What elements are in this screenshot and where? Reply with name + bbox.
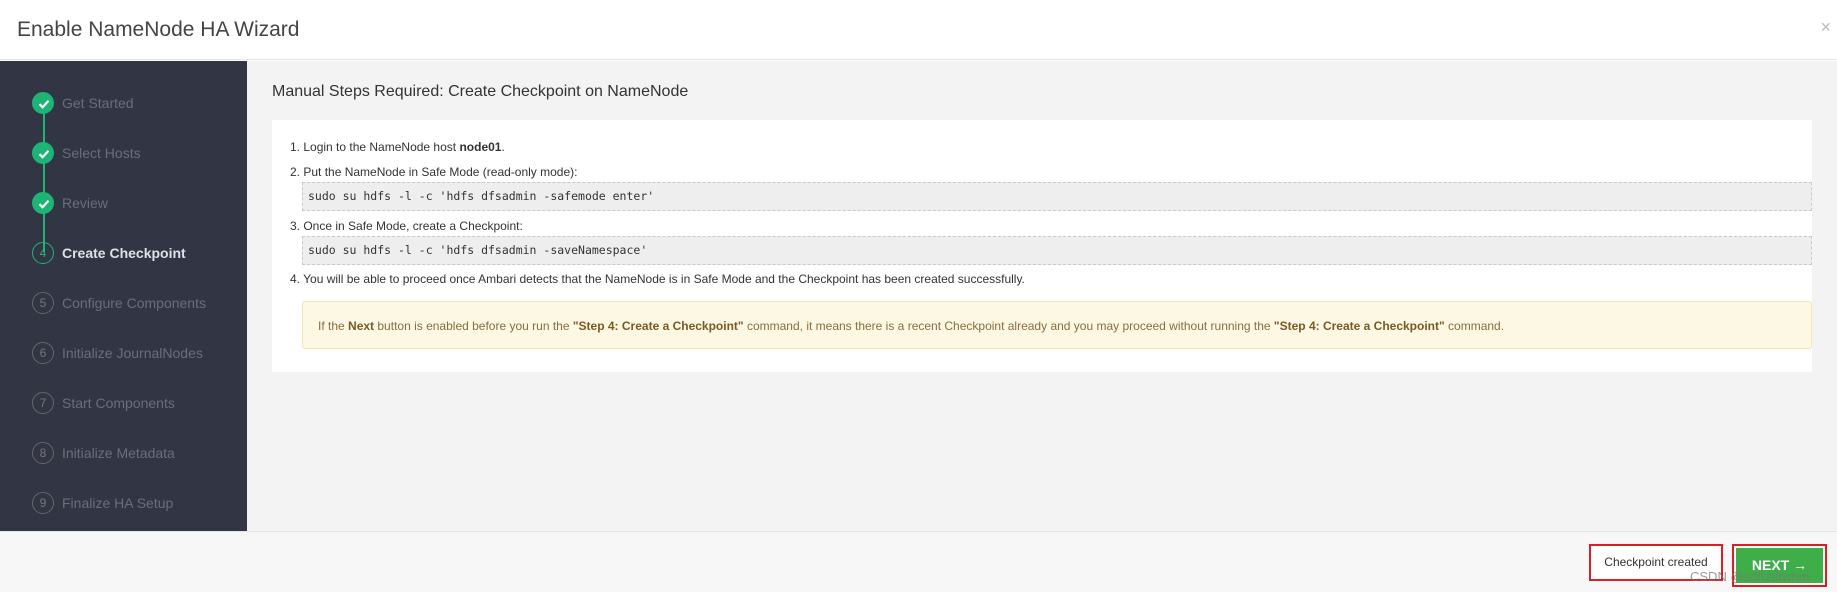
step-number-badge: 5 [32,292,54,314]
wizard-step-get-started [0,89,247,119]
wizard-step-label: Start Components [62,395,175,411]
instruction-text: 1. Login to the NameNode host [290,140,460,154]
instruction-step-1 [290,140,505,154]
wizard-step-start-components [0,389,247,419]
wizard-step-select-hosts [0,139,247,169]
wizard-step-label: Configure Components [62,295,206,311]
alert-text: button is enabled before you run the [374,319,573,333]
wizard-step-label: Create Checkpoint [62,245,186,261]
modal-footer [0,531,1837,592]
wizard-step-finalize-ha-setup [0,489,247,519]
modal-header [0,0,1837,60]
next-button[interactable]: NEXT → [1736,548,1823,583]
wizard-content [247,61,1837,531]
close-icon[interactable]: × [1820,17,1831,37]
instruction-step-3: 3. Once in Safe Mode, create a Checkpoint: [290,219,523,233]
wizard-step-label: Finalize HA Setup [62,495,174,511]
wizard-step-label: Initialize Metadata [62,445,175,461]
instruction-step-2: 2. Put the NameNode in Safe Mode (read-only mode): [290,165,578,179]
wizard-steps-sidebar [0,61,247,531]
watermark: CSDN @sdhzdtwhm [1690,569,1810,584]
wizard-step-review [0,189,247,219]
wizard-step-initialize-journalnodes [0,339,247,369]
step-number-badge: 7 [32,392,54,414]
step-number-badge: 8 [32,442,54,464]
alert-next-word: Next [348,319,375,333]
wizard-step-label: Review [62,195,108,211]
check-icon [32,192,54,214]
wizard-step-initialize-metadata [0,439,247,469]
instructions-panel [272,120,1812,372]
alert-text: command, it means there is a recent Checkpoint already and you may proceed without running the [743,319,1274,333]
wizard-step-configure-components [0,289,247,319]
wizard-step-label: Select Hosts [62,145,141,161]
warning-alert [302,301,1812,349]
instruction-text: . [501,140,505,154]
alert-text: If the [318,319,349,333]
step-connector [43,105,45,241]
step-number-badge: 6 [32,342,54,364]
alert-command-name: "Step 4: Create a Checkpoint" [572,319,744,333]
check-icon [32,142,54,164]
wizard-step-label: Initialize JournalNodes [62,345,203,361]
safemode-command[interactable]: sudo su hdfs -l -c 'hdfs dfsadmin -safemode enter' [302,182,1812,211]
check-icon [32,92,54,114]
modal-title: Enable NameNode HA Wizard [17,18,300,41]
instruction-step-4: 4. You will be able to proceed once Ambari detects that the NameNode is in Safe Mode and the Checkpoint has been created successfully. [290,272,1025,286]
wizard-step-create-checkpoint [0,239,247,269]
step-number-badge: 9 [32,492,54,514]
alert-command-name: "Step 4: Create a Checkpoint" [1273,319,1445,333]
step-number-badge: 4 [32,242,54,264]
alert-text: command. [1444,319,1505,333]
host-name: node01 [459,140,502,154]
page-title: Manual Steps Required: Create Checkpoint on NameNode [272,83,689,100]
checkpoint-status: Checkpoint created [1589,544,1723,581]
wizard-step-label: Get Started [62,95,134,111]
save-namespace-command[interactable]: sudo su hdfs -l -c 'hdfs dfsadmin -saveNamespace' [302,236,1812,265]
